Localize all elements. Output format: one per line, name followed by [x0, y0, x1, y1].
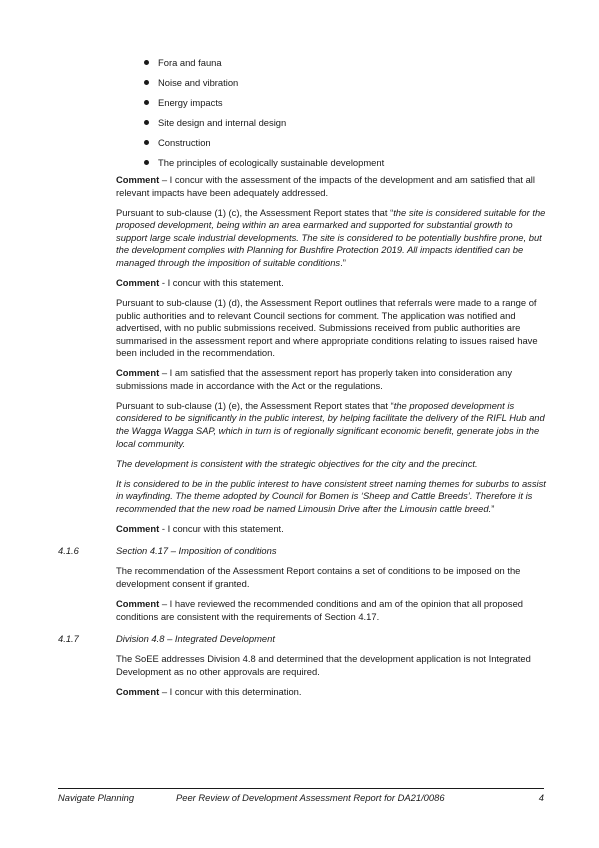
paragraph-street-naming — [116, 478, 546, 516]
list-item — [116, 136, 546, 156]
comment-text: – I have reviewed the recommended conditions and am of the opinion that all proposed conditions are consistent with the requirements of Section 4.17. — [116, 597, 524, 622]
comment-text: – I concur with this determination. — [159, 685, 302, 697]
paragraph-public-interest — [116, 400, 546, 450]
quoted-text: the site is considered suitable for the proposed development, being within an area earmarked and supported for substantial growth to support large scale industrial developments. The site is considered to be potentially bushfire prone, but the development complies with Planning for Bushfire Protection 2019. All impacts identified can be managed through the imposition of suitable conditions — [116, 206, 546, 268]
bullet-icon — [144, 140, 149, 145]
list-item — [116, 96, 546, 116]
comment-label: Comment — [116, 597, 160, 609]
impact-list — [116, 56, 546, 174]
section-4-1-7 — [58, 633, 546, 698]
list-item — [116, 56, 546, 76]
paragraph-comment-impacts — [116, 174, 546, 199]
bullet-icon — [144, 160, 149, 165]
list-item-text: Energy impacts — [158, 97, 223, 108]
comment-label: Comment — [116, 174, 160, 185]
list-item — [116, 76, 546, 96]
list-item-text: Noise and vibration — [158, 77, 239, 88]
list-item — [116, 156, 546, 174]
comment-text: - I concur with this statement. — [159, 522, 284, 534]
bullet-icon — [144, 60, 149, 65]
list-item-text: Construction — [158, 137, 211, 148]
quote-end: ” — [491, 502, 495, 514]
section-title: Section 4.17 – Imposition of conditions — [116, 545, 277, 557]
list-item-text: Site design and internal design — [158, 117, 287, 128]
comment-label: Comment — [116, 276, 160, 288]
comment-text: – I concur with the assessment of the impacts of the development and am satisfied that all relevant impacts have been adequately addressed. — [116, 174, 535, 198]
bullet-icon — [144, 100, 149, 105]
list-item — [116, 116, 546, 136]
paragraph-lead: Pursuant to sub-clause (1) (c), the Assessment Report states that “ — [116, 206, 394, 218]
paragraph-referrals: Pursuant to sub-clause (1) (d), the Assessment Report outlines that referrals were made to a range of public authorities and to relevant Council sections for comment. The application was notified and advertised, with no public submissions received. Submissions received from public authorities are summarised in the assessment report and where appropriate conditions relating to issues raised have been included in the recommendation. — [116, 296, 538, 359]
page-number: 4 — [538, 792, 544, 803]
paragraph-comment-conditions — [116, 598, 546, 623]
comment-label: Comment — [116, 367, 160, 379]
paragraph-lead: Pursuant to sub-clause (1) (e), the Assessment Report states that “ — [116, 399, 394, 411]
section-number: 4.1.7 — [58, 633, 79, 645]
list-item-text: The principles of ecologically sustainable development — [158, 157, 385, 168]
quoted-text: It is considered to be in the public interest to have consistent street naming themes for suburbs to assist in wayfinding. The theme adopted by Council for Bomen is ‘Sheep and Cattle Breeds’. Therefore it is recommended that the new road be named Limousin Drive after the Limousin cattle breed. — [116, 477, 546, 514]
section-title: Division 4.8 – Integrated Development — [116, 633, 275, 645]
bullet-icon — [144, 80, 149, 85]
paragraph-comment-submissions — [116, 367, 546, 392]
paragraph-site-suitability — [116, 207, 546, 270]
page-footer — [58, 788, 544, 806]
paragraph-strategic: The development is consistent with the strategic objectives for the city and the precinct. — [116, 457, 478, 469]
quoted-text: the proposed development is considered to be significantly in the public interest, by helping facilitate the delivery of the RIFL Hub and the Wagga Wagga SAP, which in turn is of regionally significant economic benefit, generate jobs in the local community. — [116, 399, 545, 449]
paragraph-comment-statement-2 — [116, 523, 546, 536]
footer-document-title: Peer Review of Development Assessment Report for DA21/0086 — [176, 792, 445, 803]
paragraph-integrated: The SoEE addresses Division 4.8 and determined that the development application is not Integrated Development as no other approvals are required. — [116, 653, 531, 677]
quote-end: .” — [340, 256, 346, 268]
list-item-text: Fora and fauna — [158, 57, 222, 68]
paragraph-comment-determination — [116, 686, 546, 699]
comment-label: Comment — [116, 522, 160, 534]
comment-text: – I am satisfied that the assessment report has properly taken into consideration any submissions made in accordance with the Act or the regulations. — [116, 367, 513, 391]
footer-company: Navigate Planning — [58, 792, 135, 803]
section-number: 4.1.6 — [58, 545, 79, 557]
comment-text: - I concur with this statement. — [159, 276, 284, 288]
bullet-icon — [144, 120, 149, 125]
section-heading — [58, 545, 546, 560]
paragraph-conditions: The recommendation of the Assessment Report contains a set of conditions to be imposed on the development consent if granted. — [116, 565, 521, 589]
paragraph-comment-statement — [116, 277, 546, 290]
section-4-1-6 — [58, 545, 546, 623]
comment-label: Comment — [116, 685, 160, 697]
section-heading — [58, 633, 546, 648]
page-content — [58, 56, 546, 706]
